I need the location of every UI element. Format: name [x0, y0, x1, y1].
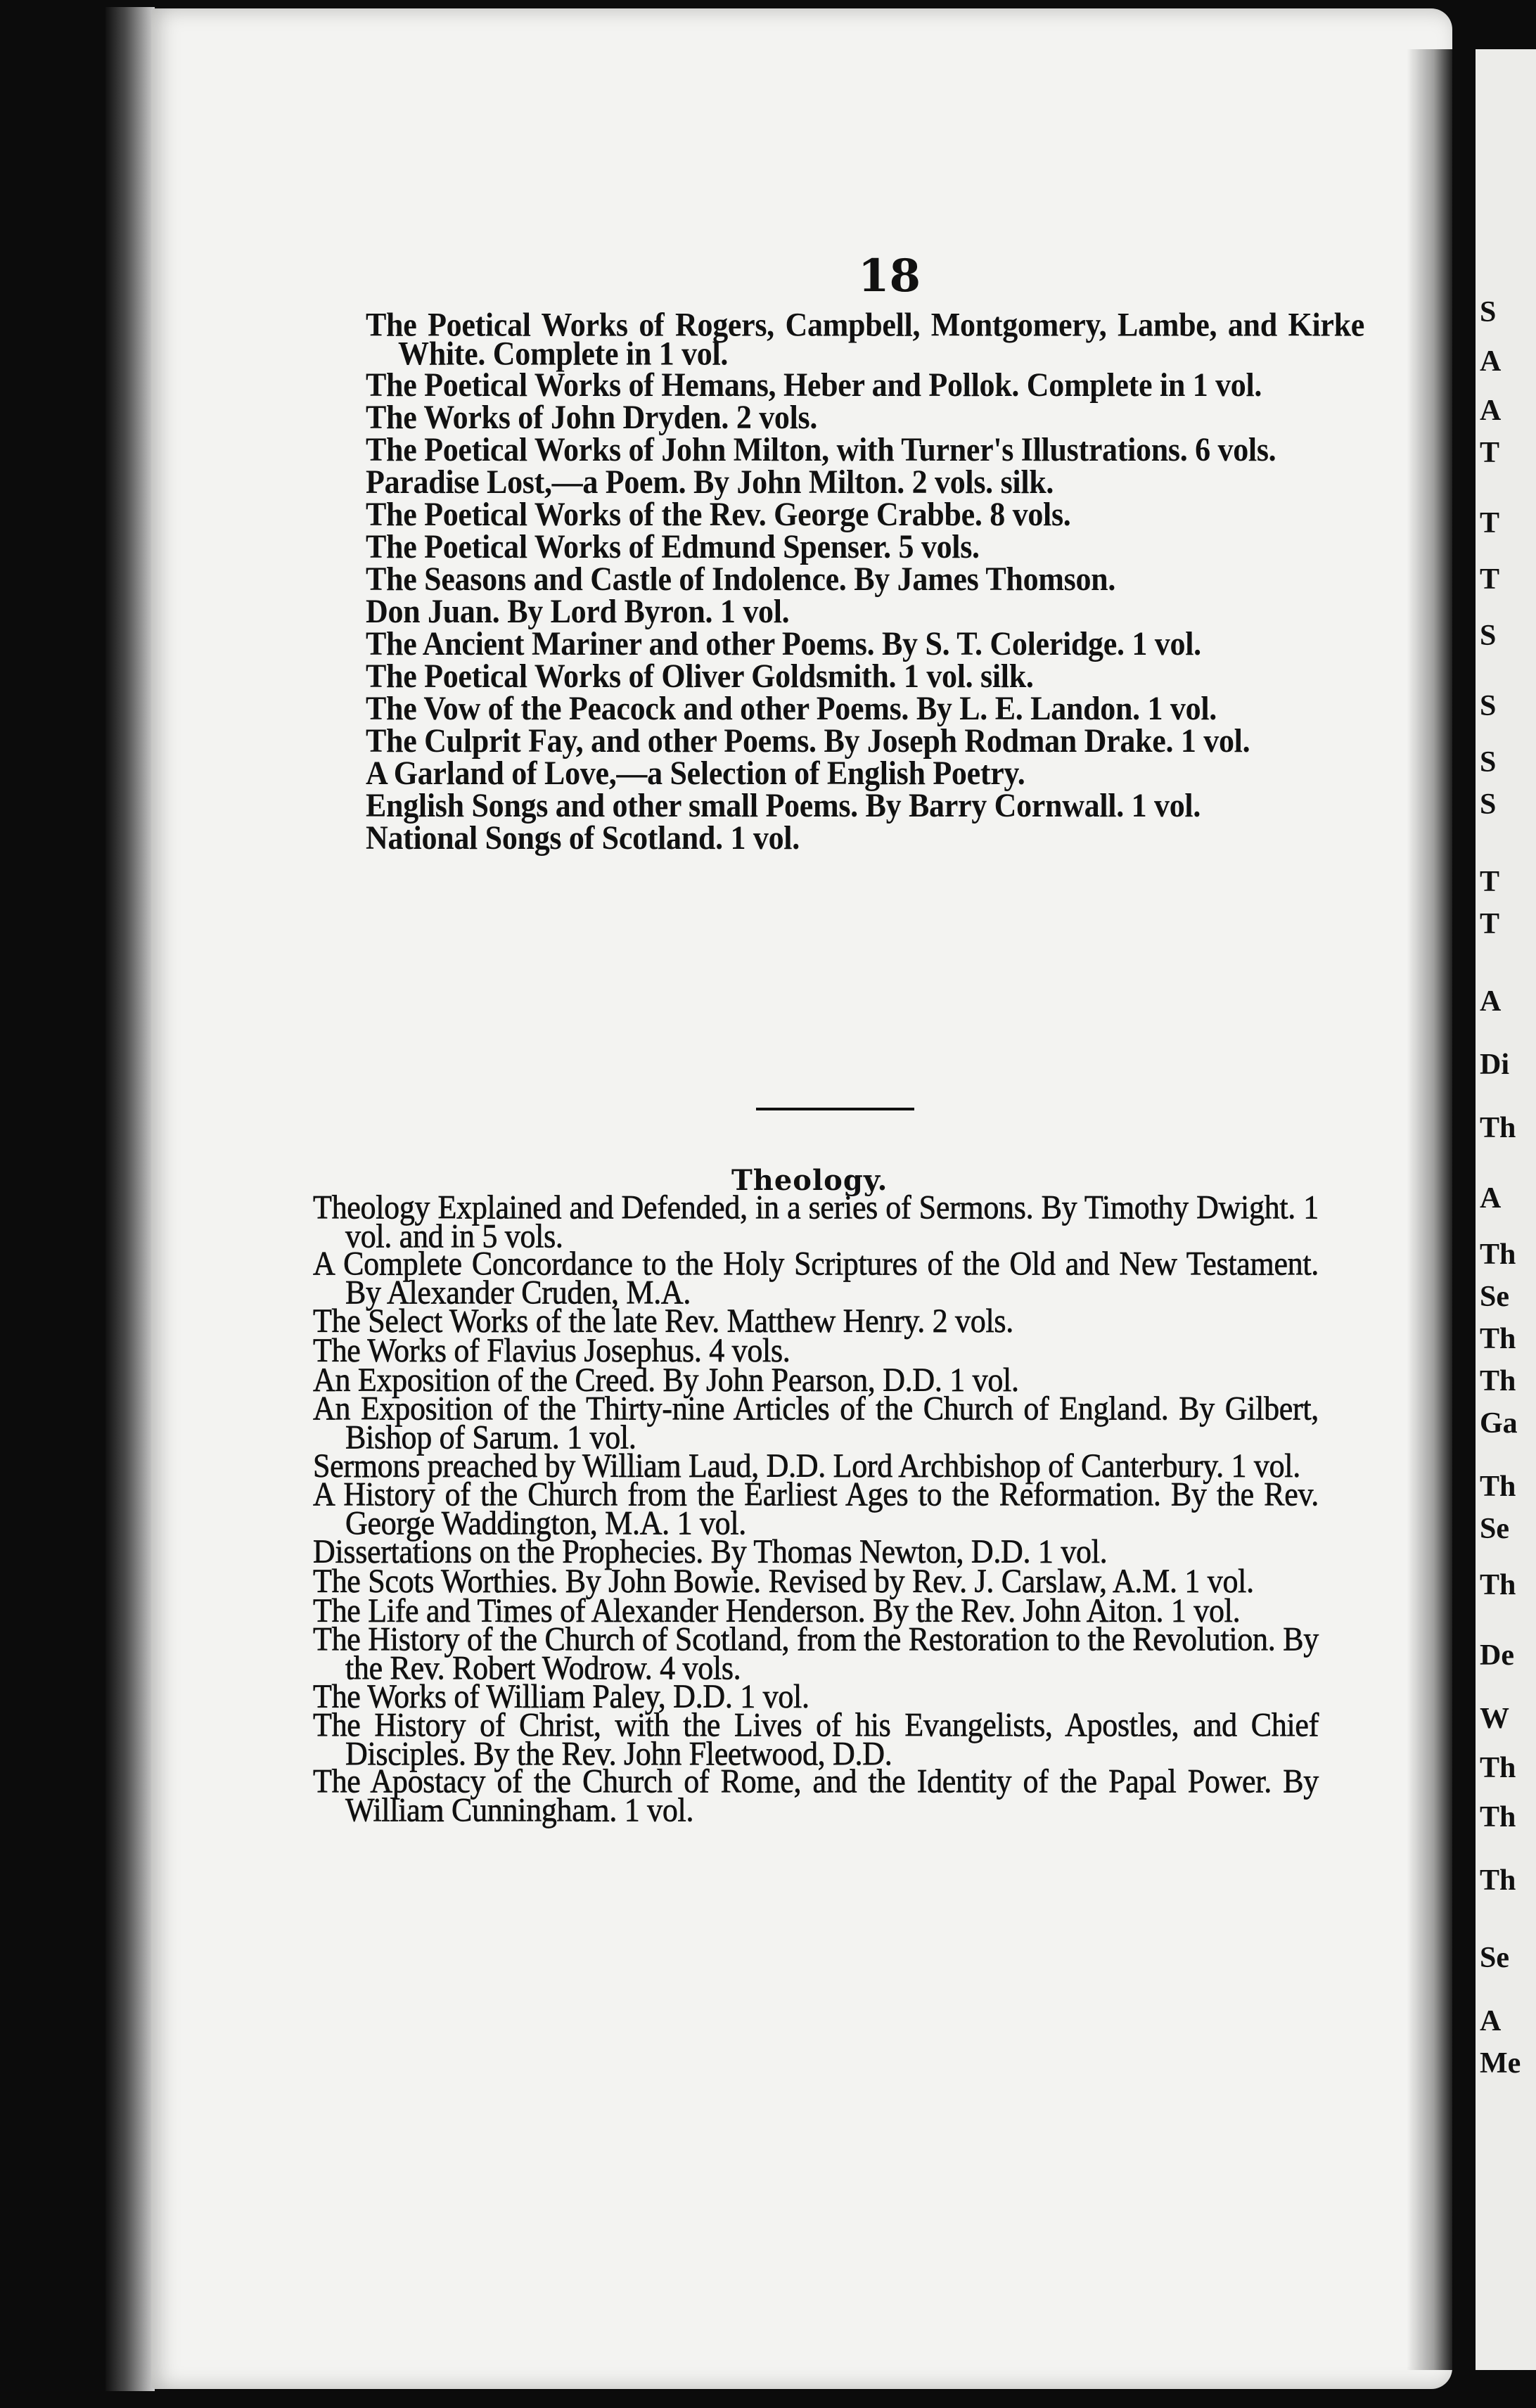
list-item: Theology Explained and Defended, in a series of Sermons. By Timothy Dwight. 1 vol. and in 5 vols. — [313, 1189, 1319, 1255]
poetry-list — [366, 306, 1364, 857]
list-item: Sermons preached by William Laud, D.D. Lord Archbishop of Canterbury. 1 vol. — [313, 1447, 1300, 1485]
list-item: An Exposition of the Creed. By John Pearson, D.D. 1 vol. — [313, 1362, 1019, 1399]
section-heading-theology: Theology. — [731, 1164, 888, 1197]
adjacent-page-fragment: De — [1480, 1639, 1514, 1672]
section-divider — [756, 1108, 914, 1110]
list-item: The Poetical Works of the Rev. George Crabbe. 8 vols. — [366, 496, 1071, 533]
list-item: A Garland of Love,—a Selection of English Poetry. — [366, 755, 1025, 792]
adjacent-page-fragment: Th — [1480, 1569, 1516, 1601]
adjacent-page-fragment: Se — [1480, 1513, 1509, 1545]
adjacent-page-fragment: Me — [1480, 2047, 1521, 2080]
list-item: The Life and Times of Alexander Henderson. By the Rev. John Aiton. 1 vol. — [313, 1592, 1241, 1629]
list-item: The History of Christ, with the Lives of his Evangelists, Apostles, and Chief Disciples. By the Rev. John Fleetwood, D.D. — [313, 1706, 1319, 1773]
list-item: The Poetical Works of Edmund Spenser. 5 vols. — [366, 528, 980, 565]
adjacent-page-fragment: A — [1480, 2005, 1502, 2037]
list-item: English Songs and other small Poems. By Barry Cornwall. 1 vol. — [366, 787, 1201, 824]
adjacent-page-fragment: Th — [1480, 1471, 1516, 1503]
adjacent-page-fragment: A — [1480, 985, 1502, 1018]
page-gutter — [1407, 49, 1456, 2370]
adjacent-page-fragment: S — [1480, 788, 1497, 821]
list-item: Don Juan. By Lord Byron. 1 vol. — [366, 593, 790, 630]
adjacent-page-fragment: A — [1480, 1182, 1502, 1215]
adjacent-page-fragment: T — [1480, 866, 1500, 898]
list-item: The Poetical Works of John Milton, with Turner's Illustrations. 6 vols. — [366, 431, 1276, 468]
list-item: Dissertations on the Prophecies. By Thomas Newton, D.D. 1 vol. — [313, 1533, 1108, 1570]
adjacent-page-fragment: Se — [1480, 1281, 1509, 1313]
list-item: The Vow of the Peacock and other Poems. By L. E. Landon. 1 vol. — [366, 690, 1217, 727]
adjacent-page-fragment: T — [1480, 437, 1500, 469]
list-item: The History of the Church of Scotland, from the Restoration to the Revolution. By the Rev. Robert Wodrow. 4 vols. — [313, 1620, 1319, 1687]
adjacent-page-fragment: A — [1480, 345, 1502, 378]
adjacent-page-strip — [1476, 49, 1536, 2370]
adjacent-page-fragment: Th — [1480, 1801, 1516, 1833]
list-item: The Poetical Works of Oliver Goldsmith. 1 vol. silk. — [366, 658, 1034, 695]
list-item: The Scots Worthies. By John Bowie. Revised by Rev. J. Carslaw, A.M. 1 vol. — [313, 1563, 1254, 1600]
adjacent-page-fragment: Se — [1480, 1942, 1509, 1974]
adjacent-page-fragment: Ga — [1480, 1407, 1518, 1440]
adjacent-page-fragment: Di — [1480, 1049, 1509, 1081]
adjacent-page-fragment: Th — [1480, 1365, 1516, 1397]
adjacent-page-fragment: Th — [1480, 1238, 1516, 1271]
list-item: The Works of John Dryden. 2 vols. — [366, 399, 818, 436]
list-item: The Select Works of the late Rev. Matthew Henry. 2 vols. — [313, 1302, 1013, 1340]
page-number: 18 — [858, 250, 921, 302]
adjacent-page-fragment: W — [1480, 1703, 1509, 1735]
list-item: The Works of Flavius Josephus. 4 vols. — [313, 1332, 791, 1369]
theology-list — [313, 1189, 1319, 1829]
adjacent-page-fragment: Th — [1480, 1112, 1516, 1144]
list-item: The Works of William Paley, D.D. 1 vol. — [313, 1678, 809, 1715]
adjacent-page-fragment: S — [1480, 690, 1497, 722]
adjacent-page-fragment: T — [1480, 507, 1500, 539]
adjacent-page-fragment: T — [1480, 908, 1500, 940]
list-item: An Exposition of the Thirty-nine Articles of the Church of England. By Gilbert, Bishop of Sarum. 1 vol. — [313, 1390, 1319, 1456]
adjacent-page-fragment: Th — [1480, 1752, 1516, 1784]
list-item: The Apostacy of the Church of Rome, and the Identity of the Papal Power. By William Cunningham. 1 vol. — [313, 1762, 1319, 1829]
adjacent-page-fragment: A — [1480, 395, 1502, 427]
adjacent-page-fragment: S — [1480, 296, 1497, 328]
adjacent-page-fragment: T — [1480, 563, 1500, 596]
list-item: The Poetical Works of Rogers, Campbell, Montgomery, Lambe, and Kirke White. Complete in 1 vol. — [366, 306, 1364, 373]
adjacent-page-fragment: Th — [1480, 1323, 1516, 1355]
book-edge — [105, 7, 155, 2391]
list-item: A History of the Church from the Earliest Ages to the Reformation. By the Rev. George Waddington, M.A. 1 vol. — [313, 1475, 1319, 1542]
list-item: Paradise Lost,—a Poem. By John Milton. 2 vols. silk. — [366, 463, 1054, 501]
list-item: The Ancient Mariner and other Poems. By S. T. Coleridge. 1 vol. — [366, 625, 1201, 662]
adjacent-page-fragment: Th — [1480, 1864, 1516, 1897]
list-item: The Culprit Fay, and other Poems. By Joseph Rodman Drake. 1 vol. — [366, 722, 1250, 760]
list-item: The Seasons and Castle of Indolence. By James Thomson. — [366, 561, 1116, 598]
list-item: The Poetical Works of Hemans, Heber and Pollok. Complete in 1 vol. — [366, 366, 1262, 404]
list-item: A Complete Concordance to the Holy Scriptures of the Old and New Testament. By Alexander Cruden, M.A. — [313, 1245, 1319, 1312]
adjacent-page-fragment: S — [1480, 746, 1497, 779]
adjacent-page-fragment: S — [1480, 620, 1497, 652]
list-item: National Songs of Scotland. 1 vol. — [366, 819, 800, 857]
